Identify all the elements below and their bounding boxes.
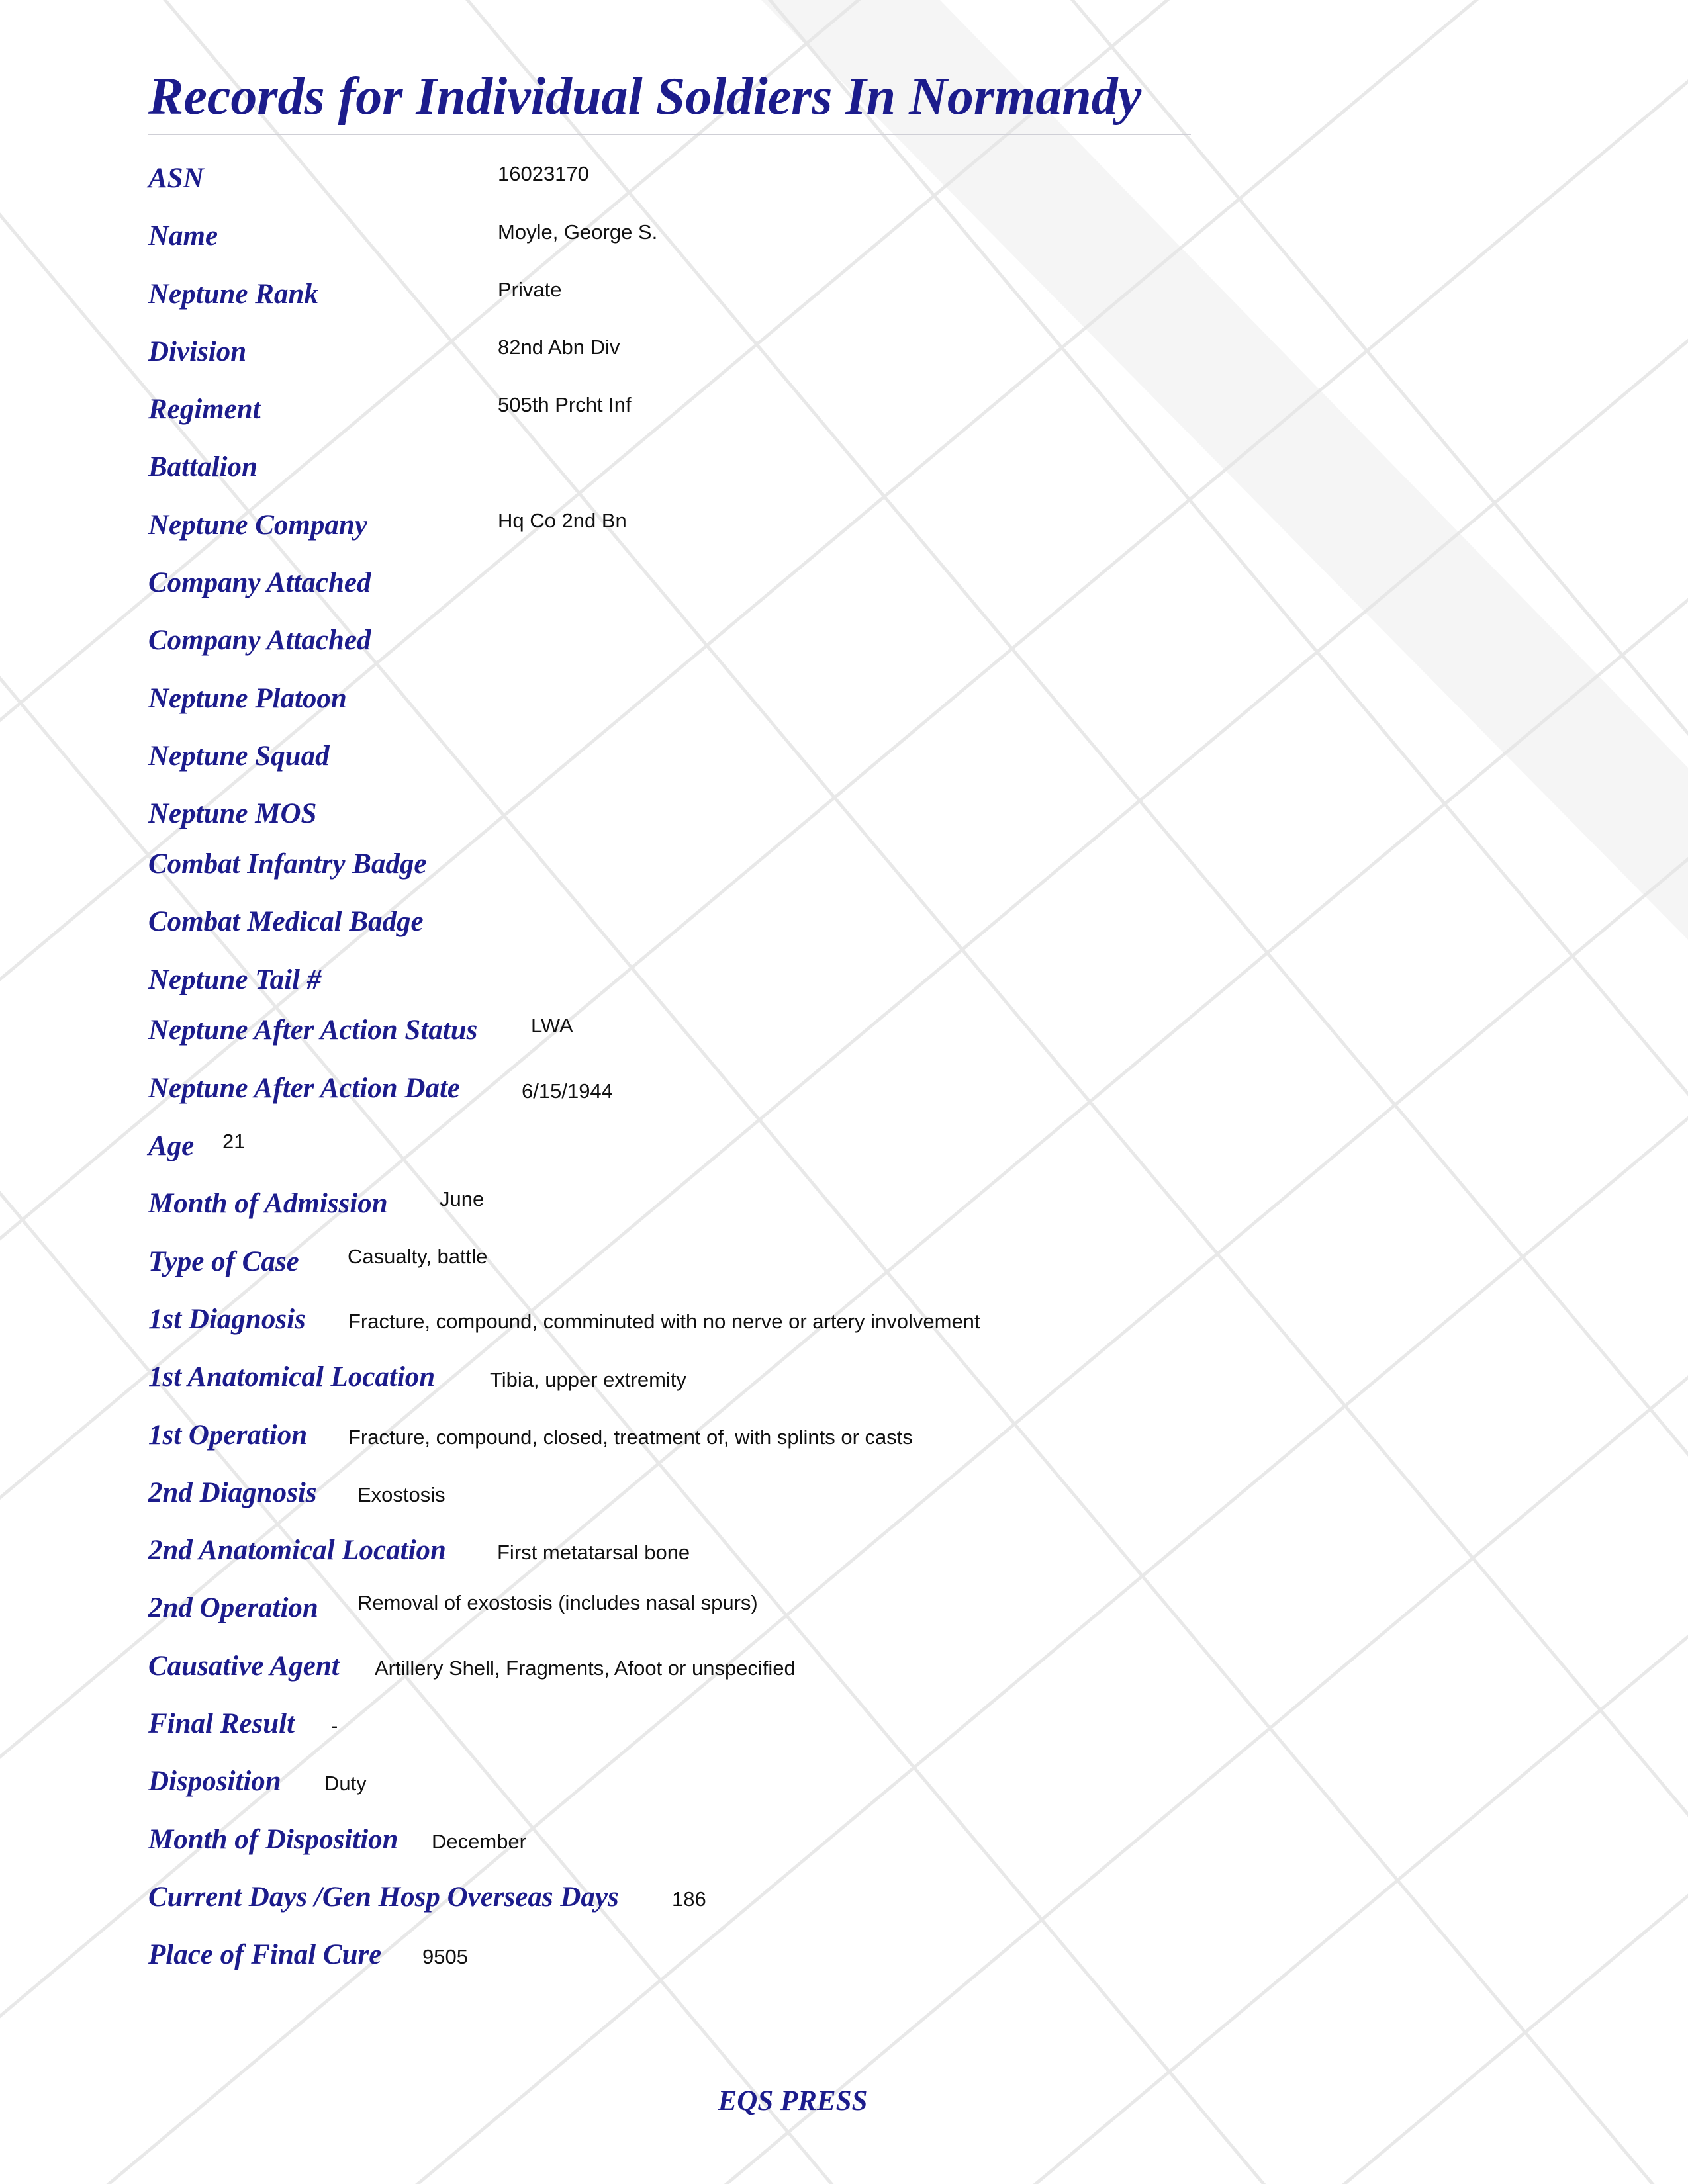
value-causative-agent: Artillery Shell, Fragments, Afoot or unspecified bbox=[375, 1657, 796, 1680]
value-age: 21 bbox=[222, 1130, 246, 1153]
label-division: Division bbox=[148, 336, 247, 367]
value-type-of-case: Casualty, battle bbox=[348, 1245, 488, 1268]
value-asn: 16023170 bbox=[498, 162, 589, 185]
label-2nd-anatomical-location: 2nd Anatomical Location bbox=[148, 1535, 446, 1566]
value-neptune-rank: Private bbox=[498, 278, 562, 301]
label-final-result: Final Result bbox=[148, 1708, 295, 1739]
label-asn: ASN bbox=[148, 163, 204, 194]
value-neptune-company: Hq Co 2nd Bn bbox=[498, 509, 627, 532]
label-company-attached-2: Company Attached bbox=[148, 625, 371, 656]
label-combat-infantry-badge: Combat Infantry Badge bbox=[148, 848, 427, 880]
label-neptune-platoon: Neptune Platoon bbox=[148, 683, 347, 714]
footer-publisher: EQS PRESS bbox=[718, 2085, 868, 2116]
label-1st-anatomical-location: 1st Anatomical Location bbox=[148, 1361, 436, 1392]
label-2nd-operation: 2nd Operation bbox=[148, 1592, 318, 1623]
label-1st-diagnosis: 1st Diagnosis bbox=[148, 1304, 306, 1335]
label-month-of-admission: Month of Admission bbox=[148, 1188, 388, 1219]
value-2nd-anatomical-location: First metatarsal bone bbox=[497, 1541, 690, 1564]
value-final-result: - bbox=[331, 1714, 338, 1737]
label-2nd-diagnosis: 2nd Diagnosis bbox=[148, 1477, 317, 1508]
value-1st-diagnosis: Fracture, compound, comminuted with no nerve or artery involvement bbox=[348, 1310, 980, 1333]
value-month-of-admission: June bbox=[440, 1187, 485, 1210]
value-place-of-final-cure: 9505 bbox=[422, 1945, 468, 1968]
title-divider bbox=[148, 134, 1191, 135]
label-disposition: Disposition bbox=[148, 1766, 281, 1797]
value-after-action-status: LWA bbox=[531, 1014, 573, 1037]
label-battalion: Battalion bbox=[148, 451, 258, 482]
label-neptune-rank: Neptune Rank bbox=[148, 279, 318, 310]
value-1st-anatomical-location: Tibia, upper extremity bbox=[490, 1368, 686, 1391]
label-neptune-squad: Neptune Squad bbox=[148, 741, 330, 772]
label-after-action-date: Neptune After Action Date bbox=[148, 1073, 460, 1104]
value-regiment: 505th Prcht Inf bbox=[498, 393, 632, 416]
label-company-attached-1: Company Attached bbox=[148, 567, 371, 598]
value-name: Moyle, George S. bbox=[498, 220, 658, 244]
label-combat-medical-badge: Combat Medical Badge bbox=[148, 906, 424, 937]
label-month-of-disposition: Month of Disposition bbox=[148, 1824, 399, 1855]
label-after-action-status: Neptune After Action Status bbox=[148, 1015, 478, 1046]
label-gen-hosp-overseas-days: Current Days /Gen Hosp Overseas Days bbox=[148, 1882, 619, 1913]
value-gen-hosp-overseas-days: 186 bbox=[672, 1888, 706, 1911]
value-2nd-diagnosis: Exostosis bbox=[357, 1483, 445, 1506]
value-2nd-operation: Removal of exostosis (includes nasal spurs) bbox=[357, 1591, 758, 1614]
label-place-of-final-cure: Place of Final Cure bbox=[148, 1939, 382, 1970]
label-neptune-tail: Neptune Tail # bbox=[148, 964, 322, 995]
label-regiment: Regiment bbox=[148, 394, 261, 425]
label-neptune-mos: Neptune MOS bbox=[148, 798, 317, 829]
label-name: Name bbox=[148, 220, 218, 251]
value-disposition: Duty bbox=[324, 1772, 367, 1795]
value-division: 82nd Abn Div bbox=[498, 336, 620, 359]
page-title: Records for Individual Soldiers In Normandy bbox=[148, 68, 1142, 126]
label-age: Age bbox=[148, 1130, 195, 1161]
value-after-action-date: 6/15/1944 bbox=[522, 1079, 613, 1103]
label-type-of-case: Type of Case bbox=[148, 1246, 299, 1277]
label-neptune-company: Neptune Company bbox=[148, 510, 367, 541]
value-1st-operation: Fracture, compound, closed, treatment of, with splints or casts bbox=[348, 1426, 913, 1449]
label-causative-agent: Causative Agent bbox=[148, 1651, 340, 1682]
value-month-of-disposition: December bbox=[432, 1830, 526, 1853]
label-1st-operation: 1st Operation bbox=[148, 1420, 308, 1451]
